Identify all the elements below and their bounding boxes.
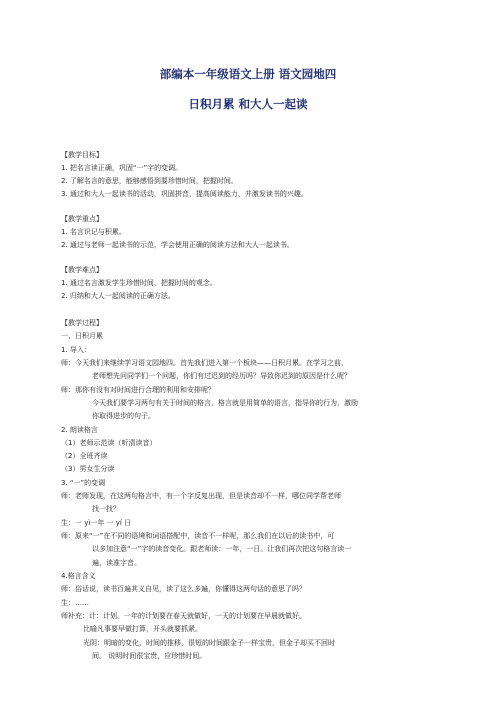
process-line: 生：一 yì一年 一 yí 日 [61,519,132,527]
process-line: 今天我们要学习两句有关于时间的格言，格言就是用简单的语言，指导你的行为，激励 [92,399,358,407]
process-line: 师补充：计：计划。一年的计划要在春天就做好，一天的计划要在早晨就做好。 [61,612,306,620]
process-line: 间。 说明时间很宝贵，应珍惜时间。 [92,652,207,660]
process-line: 遍，读准字音。 [92,559,141,567]
process-line: 生：…… [61,599,89,607]
process-line: 师：今天我们来继续学习语文园地四。首先我们进入第一个板块——日积月累。在学习之前， [61,359,348,367]
process-line: （3）男女生分读 [61,465,115,473]
objective-item: 1. 把名言读正确，巩固“一”字的变调。 [61,164,183,172]
process-line: （1）老师示范读（听清读音） [61,439,157,447]
process-line: 光阴：明暗的变化，时间的推移。很短的时间跟金子一样宝贵，但金子却买不回时 [83,639,335,647]
process-line: 你取得进步的句子。 [92,412,155,420]
key-point-item: 1. 名言识记与积累。 [61,228,126,236]
process-line: 师：原来“一”在不同的语境和词语搭配中，读音不一样呢，那么我们在以后的读书中，可 [61,532,335,540]
process-line: 一、日积月累 [61,332,103,340]
document-subtitle: 日积月累 和大人一起读 [188,97,308,111]
process-line: （2）全班齐读 [61,452,108,460]
difficulty-item: 1. 通过名言激发学生珍惜时间，把握时间的观念。 [61,279,217,287]
process-heading: 【教学过程】 [61,319,103,327]
objective-item: 2. 了解名言的意思，能够感悟到要珍惜时间，把握时间。 [61,177,238,185]
document-title: 部编本一年级语文上册 语文园地四 [159,67,337,81]
process-line: 2. 朗读格言 [61,426,98,434]
process-line: 比喻凡事要早做打算，开头就要抓紧。 [83,625,202,633]
process-line: 3. “一”的变调 [61,479,106,487]
process-line: 4.格言含义 [61,572,96,580]
process-line: 师：老师发现，在这两句格言中，有一个字反复出现，但是读音却不一样，哪位同学帮老师 [61,492,341,500]
process-line: 师：俗话说，读书百遍其义自见，读了这么多遍，你懂得这两句话的意思了吗？ [61,585,306,593]
process-line: 老师想先问同学们一个问题，你们有过迟到的经历吗？导致你迟到的原因是什么呢？ [92,372,351,380]
difficulties-heading: 【教学难点】 [61,266,103,274]
difficulty-item: 2. 归纳和大人一起阅读的正确方法。 [61,292,175,300]
process-line: 师：那你有没有对时间进行合理的利用和安排呢？ [61,386,215,394]
key-points-heading: 【教学重点】 [61,215,103,223]
process-line: 找一找？ [92,505,120,513]
objectives-heading: 【教学目标】 [61,151,103,159]
process-line: 以多加注意“一”字的读音变化。跟老师读：一年，一日。让我们再次把这句格言读一 [92,545,352,553]
key-point-item: 2. 通过与老师一起读书的示范，学会使用正确的阅读方法和大人一起读书。 [61,241,294,249]
process-line: 1. 导入： [61,346,91,354]
objective-item: 3. 通过和大人一起读书的活动，巩固拼音，提高阅读能力，并激发读书的兴趣。 [61,190,308,198]
